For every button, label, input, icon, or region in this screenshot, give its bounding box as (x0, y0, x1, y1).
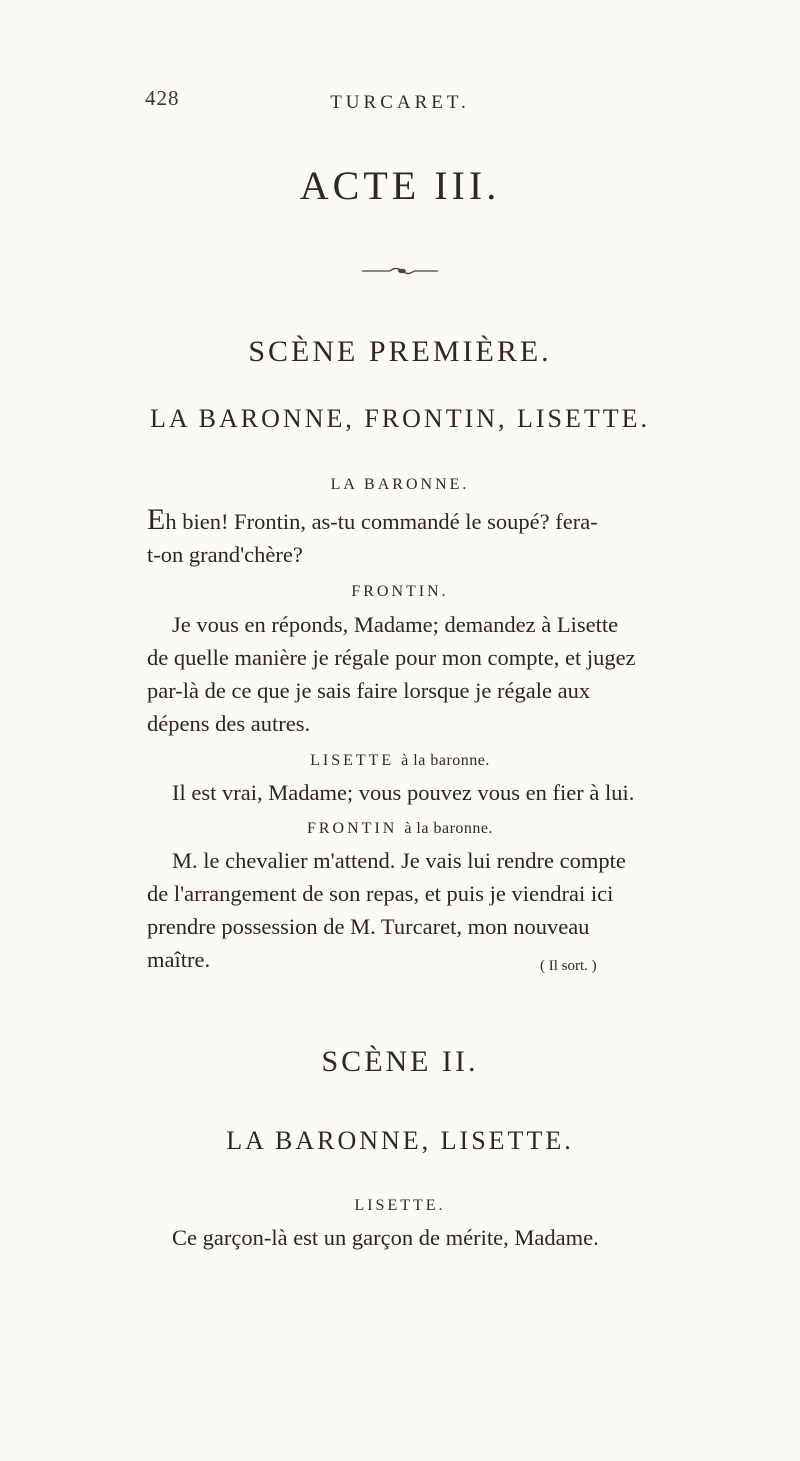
page-header (0, 86, 800, 116)
speech-4-line-3: prendre possession de M. Turcaret, mon nouveau (147, 914, 590, 939)
speaker-name: FRONTIN (306, 820, 398, 837)
speaker-name: LISETTE (310, 752, 395, 769)
speech-2-line-2: de quelle manière je régale pour mon compte, et jugez (147, 645, 636, 670)
scene-2-title: SCÈNE II. (321, 1045, 479, 1078)
speaker-frontin-direction (0, 820, 800, 838)
speaker-lisette: LISETTE. (354, 1197, 446, 1214)
ornament-divider (0, 264, 800, 278)
speech-2-line-4: dépens des autres. (147, 711, 311, 736)
speech-4-line-1: M. le chevalier m'attend. Je vais lui rendre compte (172, 848, 626, 873)
speech-5-line-1: Ce garçon-là est un garçon de mérite, Madame. (172, 1225, 599, 1250)
speaker-lisette-direction (0, 752, 800, 770)
ornament-rule-icon (360, 265, 440, 277)
speech-4-line-2: de l'arrangement de son repas, et puis je viendrai ici (147, 881, 614, 906)
scene-2-cast: LA BARONNE, LISETTE. (226, 1126, 574, 1155)
scene-1-cast: LA BARONNE, FRONTIN, LISETTE. (149, 404, 651, 433)
speech-3-line-1: Il est vrai, Madame; vous pouvez vous en fier à lui. (172, 780, 635, 805)
speech-4-line-4: maître. (147, 947, 211, 972)
scene-1-title: SCÈNE PREMIÈRE. (248, 335, 552, 368)
speech-2-line-3: par-là de ce que je sais faire lorsque je régale aux (147, 678, 591, 703)
running-title: TURCARET. (330, 92, 470, 113)
speech-2-line-1: Je vous en réponds, Madame; demandez à Lisette (172, 612, 619, 637)
speech-1-line-1: Eh bien! Frontin, as-tu commandé le soupé? fera- (147, 503, 598, 536)
exit-stage-direction: ( Il sort. ) (540, 958, 597, 974)
stage-direction-inline: à la baronne. (404, 820, 494, 837)
speech-1-line-2: t-on grand'chère? (147, 542, 303, 567)
speaker-baronne: LA BARONNE. (330, 476, 470, 493)
speaker-frontin: FRONTIN. (351, 583, 449, 600)
act-title: ACTE III. (299, 163, 501, 208)
page-number: 428 (145, 86, 180, 110)
drop-cap: E (147, 503, 166, 536)
stage-direction-inline: à la baronne. (401, 752, 490, 769)
